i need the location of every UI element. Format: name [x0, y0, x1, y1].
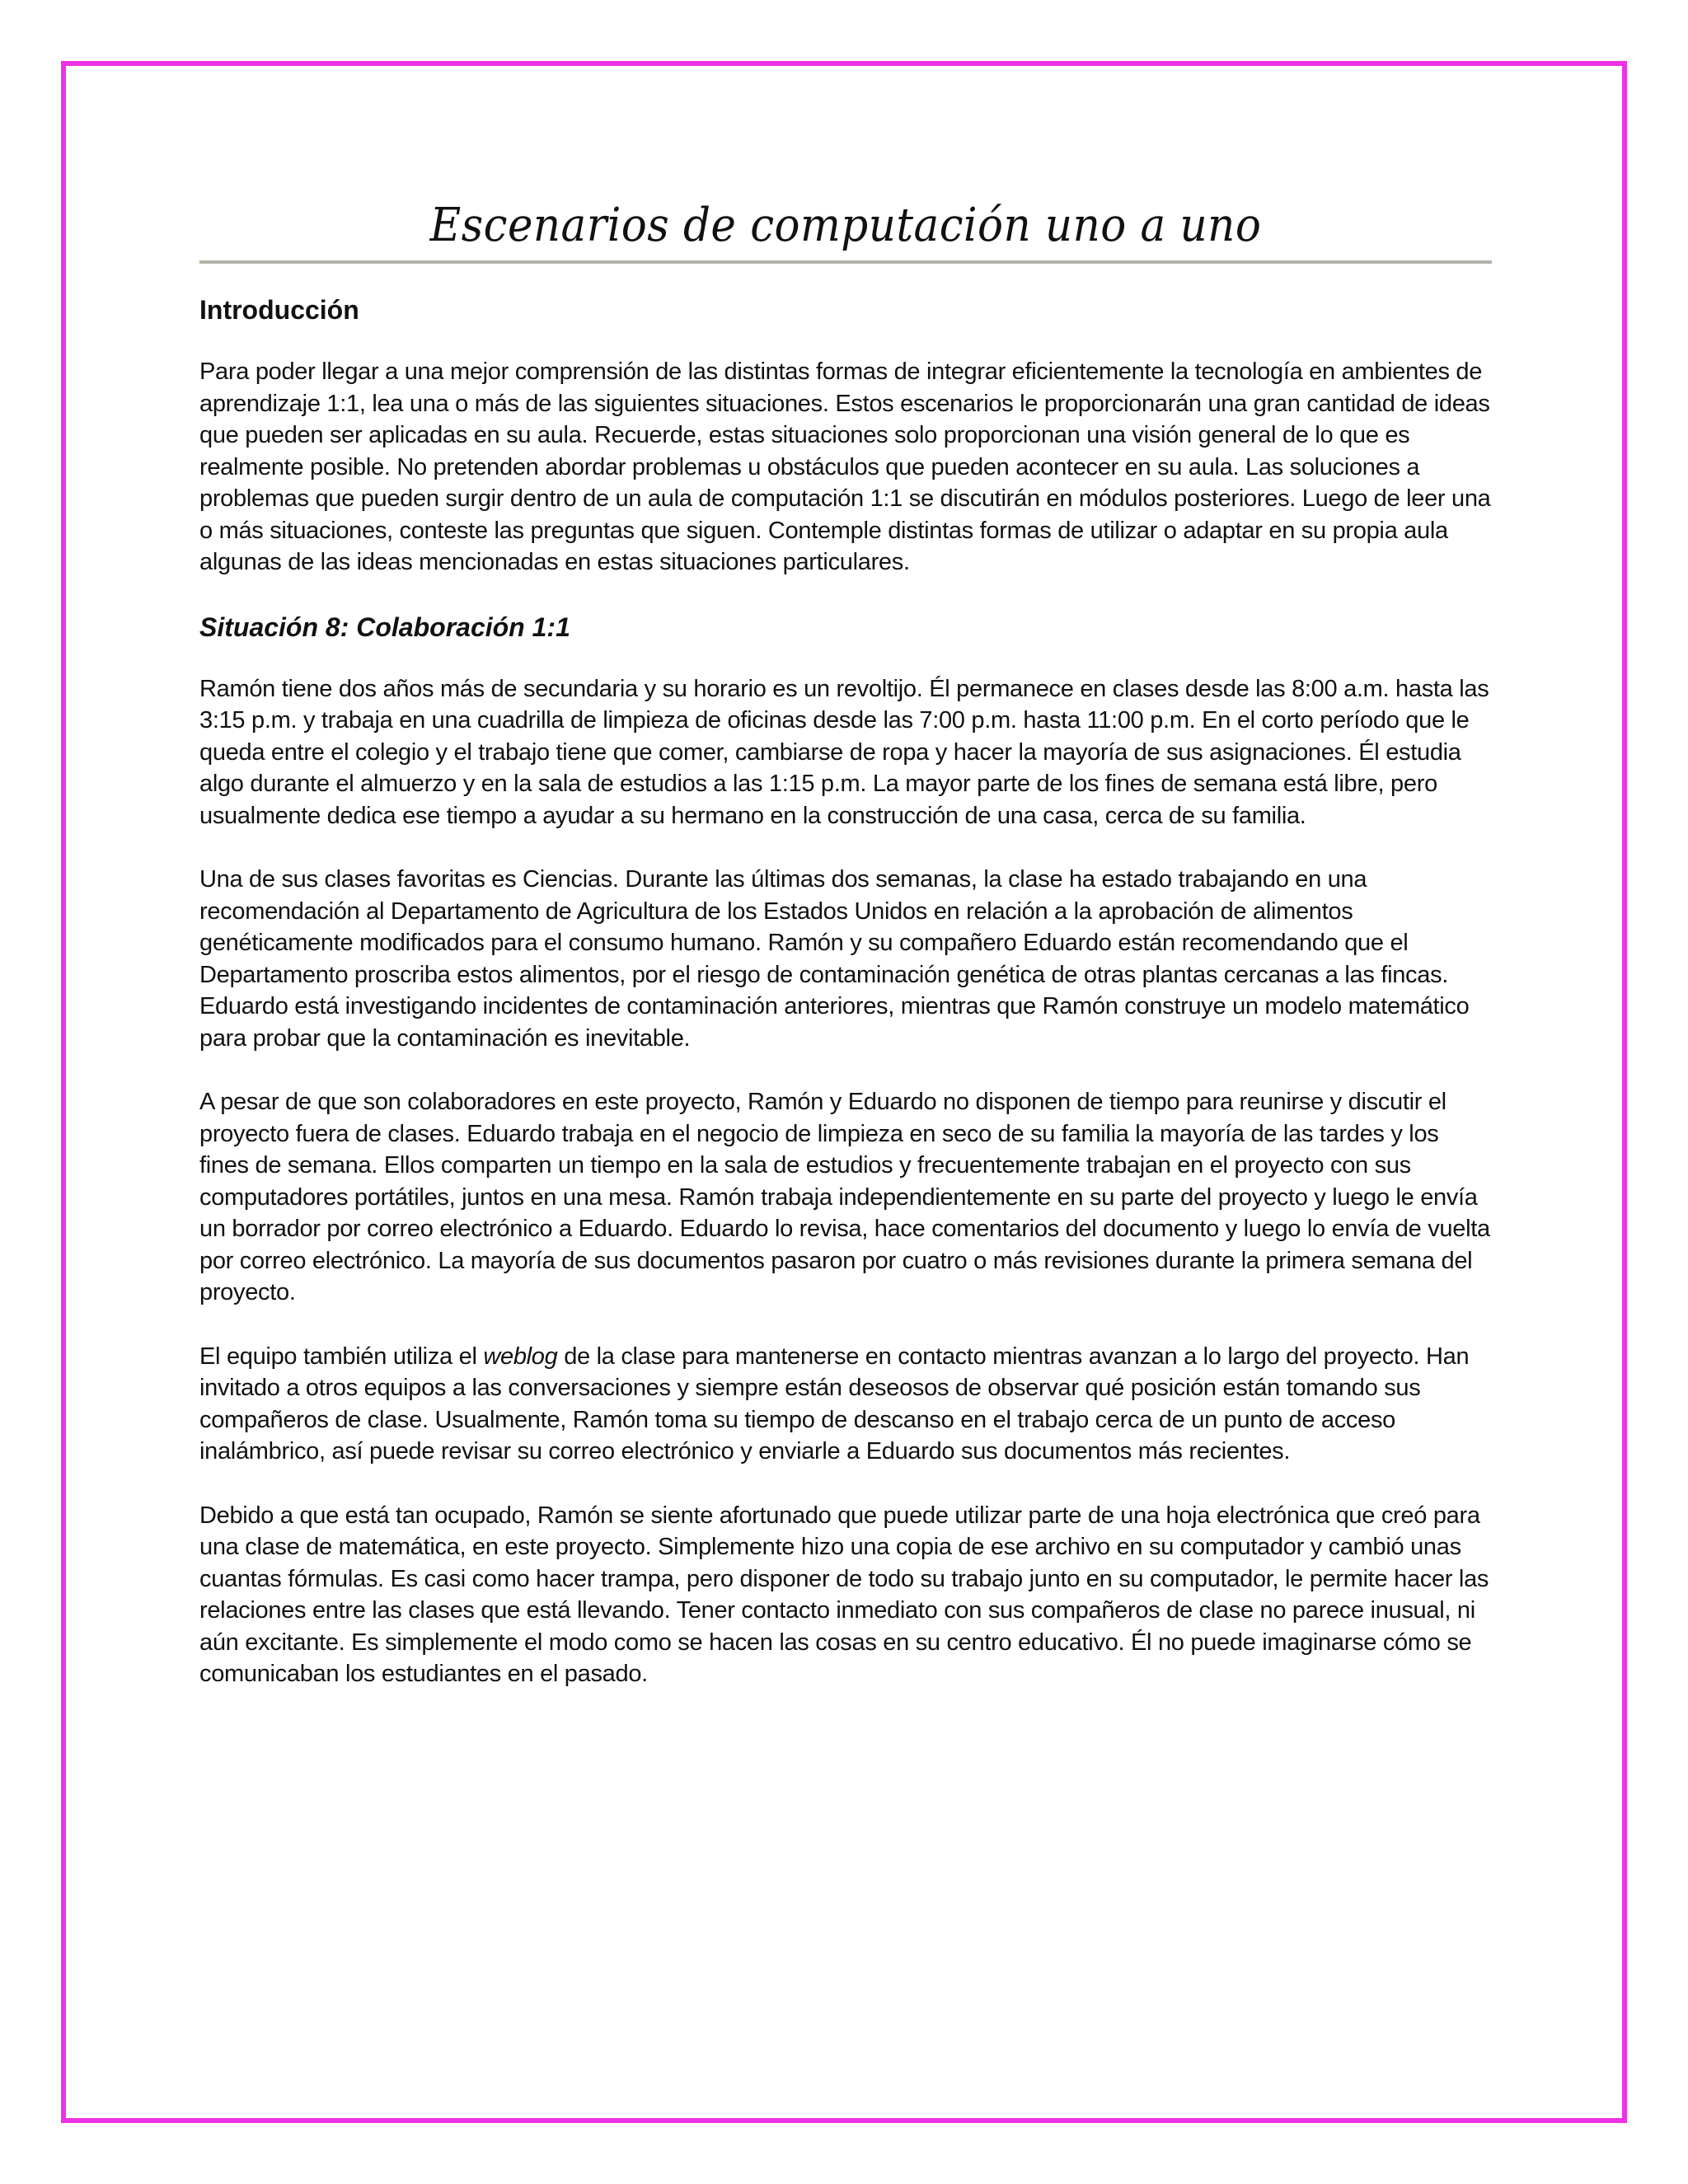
title-divider	[199, 260, 1492, 264]
paragraph-3: A pesar de que son colaboradores en este proyecto, Ramón y Eduardo no disponen de tiempo para reunirse y discutir el proyecto fuera de clases. Eduardo trabaja en el negocio de limpieza en seco de su familia la mayoría de las tardes y los fines de semana. Ellos comparten un tiempo en la sala de estudios y frecuentemente trabajan en el proyecto con sus computadores portátiles, juntos en una mesa. Ramón trabaja independientemente en su parte del proyecto y luego le envía un borrador por correo electrónico a Eduardo. Eduardo lo revisa, hace comentarios del documento y luego lo envía de vuelta por correo electrónico. La mayoría de sus documentos pasaron por cuatro o más revisiones durante la primera semana del proyecto.	[199, 1089, 1490, 1305]
paragraph-4-before: El equipo también utiliza el	[199, 1343, 484, 1370]
document-body	[199, 191, 1492, 1722]
page-title: Escenarios de computación uno a uno	[429, 199, 1262, 252]
paragraph-1: Ramón tiene dos años más de secundaria y su horario es un revoltijo. Él permanece en clases desde las 8:00 a.m. hasta las 3:15 p.m. y trabaja en una cuadrilla de limpieza de oficinas desde las 7:00 p.m. hasta 11:00 p.m. En el corto período que le queda entre el colegio y el trabajo tiene que comer, cambiarse de ropa y hacer la mayoría de sus asignaciones. Él estudia algo durante el almuerzo y en la sala de estudios a las 1:15 p.m. La mayor parte de los fines de semana está libre, pero usualmente dedica ese tiempo a ayudar a su hermano en la construcción de una casa, cerca de su familia.	[199, 675, 1489, 829]
intro-paragraph: Para poder llegar a una mejor comprensión de las distintas formas de integrar eficientemente la tecnología en ambientes de aprendizaje 1:1, lea una o más de las siguientes situaciones. Estos escenarios le proporcionarán una gran cantidad de ideas que pueden ser aplicadas en su aula. Recuerde, estas situaciones solo proporcionan una visión general de lo que es realmente posible. No pretenden abordar problemas u obstáculos que pueden acontecer en su aula. Las soluciones a problemas que pueden surgir dentro de un aula de computación 1:1 se discutirán en módulos posteriores. Luego de leer una o más situaciones, conteste las preguntas que siguen. Contemple distintas formas de utilizar o adaptar en su propia aula algunas de las ideas mencionadas en estas situaciones particulares.	[199, 359, 1491, 575]
paragraph-5: Debido a que está tan ocupado, Ramón se siente afortunado que puede utilizar parte de una hoja electrónica que creó para una clase de matemática, en este proyecto. Simplemente hizo una copia de ese archivo en su computador y cambió unas cuantas fórmulas. Es casi como hacer trampa, pero disponer de todo su trabajo junto en su computador, le permite hacer las relaciones entre las clases que está llevando. Tener contacto inmediato con sus compañeros de clase no parece inusual, ni aún excitante. Es simplemente el modo como se hacen las cosas en su centro educativo. Él no puede imaginarse cómo se comunicaban los estudiantes en el pasado.	[199, 1502, 1489, 1687]
paragraph-4	[199, 1341, 1492, 1468]
situation-heading: Situación 8: Colaboración 1:1	[199, 612, 570, 642]
paragraph-4-emphasis: weblog	[483, 1343, 558, 1370]
intro-heading: Introducción	[199, 295, 359, 325]
paragraph-2: Una de sus clases favoritas es Ciencias. Durante las últimas dos semanas, la clase ha estado trabajando en una recomendación al Departamento de Agricultura de los Estados Unidos en relación a la aprobación de alimentos genéticamente modificados para el consumo humano. Ramón y su compañero Eduardo están recomendando que el Departamento proscriba estos alimentos, por el riesgo de contaminación genética de otras plantas cercanas a las fincas. Eduardo está investigando incidentes de contaminación anteriores, mientras que Ramón construye un modelo matemático para probar que la contaminación es inevitable.	[199, 866, 1470, 1052]
paragraph-4-after: de la clase para mantenerse en contacto mientras avanzan a lo largo del proyecto. Han invitado a otros equipos a las conversaciones y siempre están deseosos de observar qué posición están tomando sus compañeros de clase. Usualmente, Ramón toma su tiempo de descanso en el trabajo cerca de un punto de acceso inalámbrico, así puede revisar su correo electrónico y enviarle a Eduardo sus documentos más recientes.	[199, 1343, 1470, 1465]
